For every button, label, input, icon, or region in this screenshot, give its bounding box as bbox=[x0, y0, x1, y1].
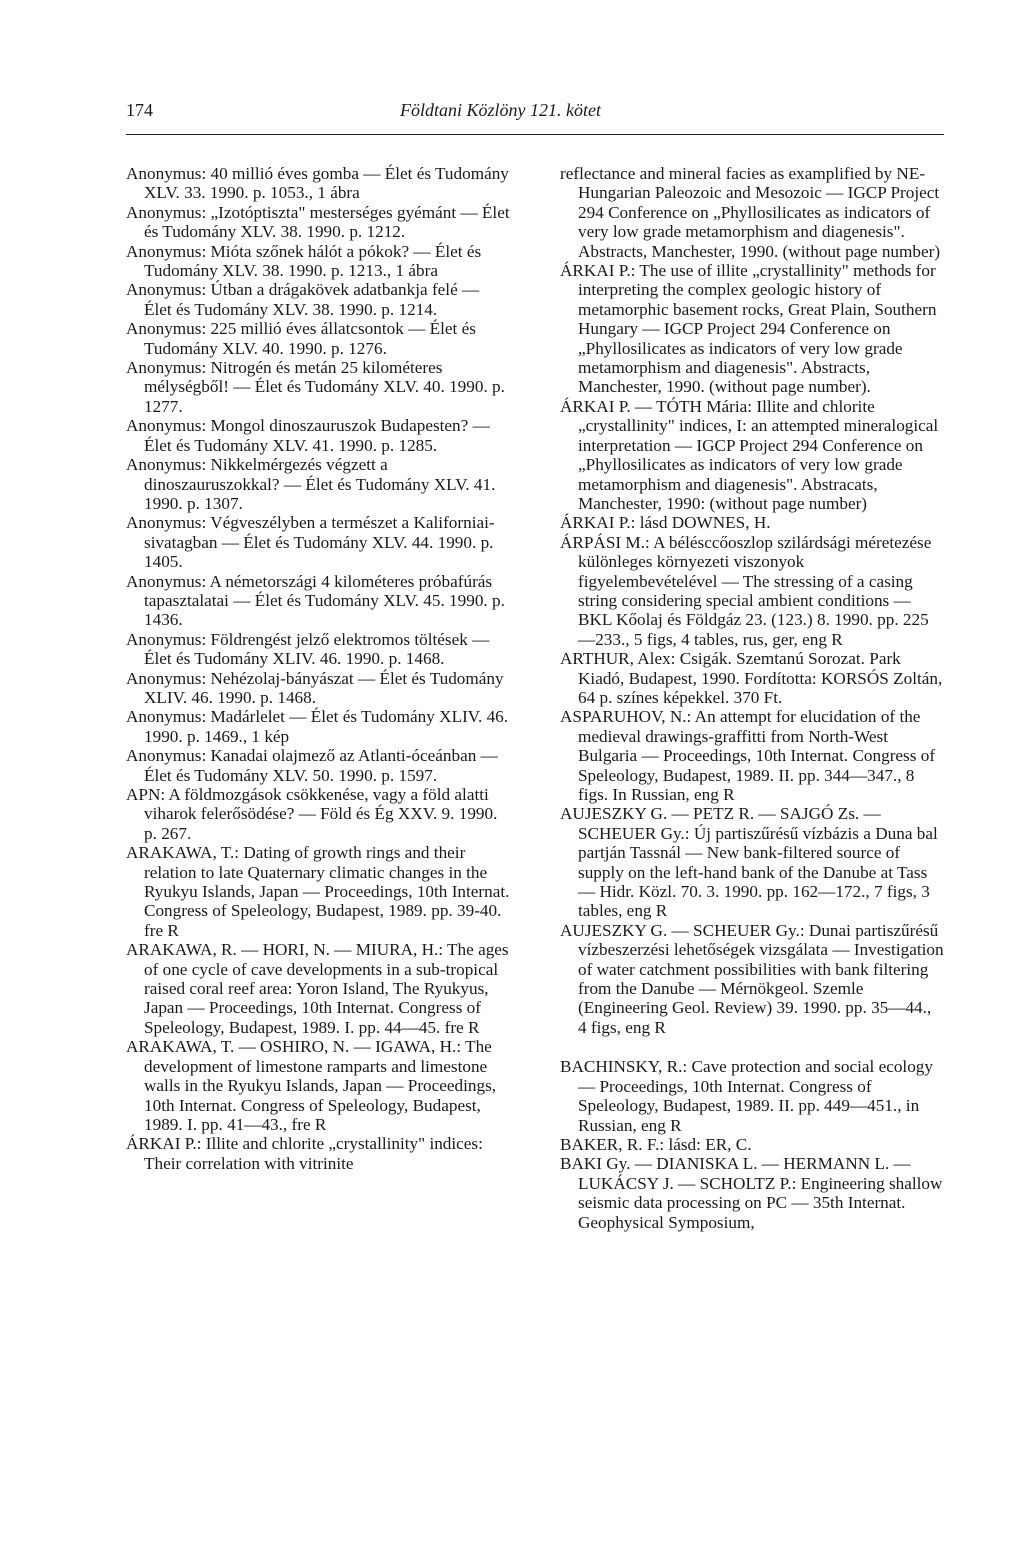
bibliography-entry: Anonymus: Nitrogén és metán 25 kilométeres mélységből! — Élet és Tudomány XLV. 40. 1990. p. 1277. bbox=[126, 358, 505, 416]
journal-title: Földtani Közlöny 121. kötet bbox=[400, 100, 601, 120]
bibliography-entry: ÁRPÁSI M.: A bélésccőoszlop szilárdsági méretezése különleges környezeti viszonyok figyelembevételével — The stressing of a casing string considering special ambient conditions — BKL Kőolaj és Földgáz 23. (123.) 8. 1990. pp. 225—233., 5 figs, 4 tables, rus, ger, eng R bbox=[560, 532, 932, 649]
bibliography-entry: Anonymus: Mióta szőnek hálót a pókok? — Élet és Tudomány XLV. 38. 1990. p. 1213., 1 ábra bbox=[126, 241, 482, 281]
bibliography-entry: Anonymus: Nehézolaj-bányászat — Élet és Tudomány XLIV. 46. 1990. p. 1468. bbox=[126, 668, 504, 707]
bibliography-entry: BACHINSKY, R.: Cave protection and social ecology — Proceedings, 10th Internat. Congress of Speleology, Budapest, 1989. II. pp. 449—451., in Russian, eng R bbox=[560, 1057, 933, 1135]
bibliography-entry: Anonymus: A németországi 4 kilométeres próbafúrás tapasztalatai — Élet és Tudomány XLV. 45. 1990. p. 1436. bbox=[126, 571, 505, 630]
bibliography-entry: Anonymus: Végveszélyben a természet a Kaliforniai-sivatagban — Élet és Tudomány XLV. 44. 1990. p. 1405. bbox=[126, 513, 495, 572]
bibliography-entry: ÁRKAI P. — TÓTH Mária: Illite and chlorite „crystallinity" indices, I: an attempted mineralogical interpretation — IGCP Project 294 Conference on „Phyllosilicates as indicators of very low grade metamorphism and diagenesis". Abstracats, Manchester, 1990: (without page number) bbox=[560, 396, 939, 513]
bibliography-entry-continued: reflectance and mineral facies as examplified by NE-Hungarian Paleozoic and Mesozoic — IGCP Project 294 Conference on „Phyllosilicates as indicators of very low grade metamorphism and diagenesis". Abstracts, Manchester, 1990. (without page number) bbox=[560, 164, 941, 261]
left-column bbox=[126, 164, 510, 1173]
bibliography-entry: ÁRKAI P.: The use of illite „crystallinity" methods for interpreting the complex geologic history of metamorphic basement rocks, Great Plain, Southern Hungary — IGCP Project 294 Conference on „Phyllosilicates as indicators of very low grade metamorphism and diagenesis". Abstracts, Manchester, 1990. (without page number). bbox=[560, 261, 937, 397]
bibliography-entry: Anonymus: Kanadai olajmező az Atlanti-óceánban — Élet és Tudomány XLV. 50. 1990. p. 1597. bbox=[126, 746, 498, 785]
bibliography-entry: Anonymus: Nikkelmérgezés végzett a dinoszauruszokkal? — Élet és Tudomány XLV. 41. 1990. p. 1307. bbox=[126, 455, 496, 513]
page-number: 174 bbox=[126, 100, 153, 120]
page-header bbox=[126, 100, 944, 135]
bibliography-entry: ARTHUR, Alex: Csigák. Szemtanú Sorozat. Park Kiadó, Budapest, 1990. Fordította: KORSÓS Zoltán, 64 p. színes képekkel. 370 Ft. bbox=[560, 649, 943, 707]
right-column bbox=[560, 164, 944, 1232]
bibliography-entry: Anonymus: Mongol dinoszauruszok Budapesten? — Élet és Tudomány XLV. 41. 1990. p. 1285. bbox=[126, 416, 490, 455]
bibliography-entry: APN: A földmozgások csökkenése, vagy a föld alatti viharok felerősödése? — Föld és Ég XXV. 9. 1990. p. 267. bbox=[126, 785, 498, 843]
bibliography-entry: Anonymus: 225 millió éves állatcsontok — Élet és Tudomány XLV. 40. 1990. p. 1276. bbox=[126, 319, 476, 358]
bibliography-entry: ARAKAWA, R. — HORI, N. — MIURA, H.: The ages of one cycle of cave developments in a sub-tropical raised coral reef area: Yoron Island, The Ryukyus, Japan — Proceedings, 10th Internat. Congress of Speleology, Budapest, 1989. I. pp. 44—45. fre R bbox=[126, 940, 509, 1037]
bibliography-entry: ARAKAWA, T.: Dating of growth rings and their relation to late Quaternary climatic changes in the Ryukyu Islands, Japan — Proceedings, 10th Internat. Congress of Speleology, Budapest, 1989. pp. 39-40. fre R bbox=[126, 843, 510, 940]
bibliography-entry: Anonymus: 40 millió éves gomba — Élet és Tudomány XLV. 33. 1990. p. 1053., 1 ábra bbox=[126, 164, 509, 203]
bibliography-entry: ÁRKAI P.: Illite and chlorite „crystallinity" indices: Their correlation with vitrinite bbox=[126, 1134, 483, 1173]
bibliography-entry: BAKER, R. F.: lásd: ER, C. bbox=[560, 1134, 752, 1154]
bibliography-entry: BAKI Gy. — DIANISKA L. — HERMANN L. — LUKÁCSY J. — SCHOLTZ P.: Engineering shallow seismic data processing on PC — 35th Internat. Geophysical Symposium, bbox=[560, 1154, 943, 1232]
bibliography-entry: Anonymus: Földrengést jelző elektromos töltések — Élet és Tudomány XLIV. 46. 1990. p. 1468. bbox=[126, 629, 490, 669]
bibliography-entry: Anonymus: Madárlelet — Élet és Tudomány XLIV. 46. 1990. p. 1469., 1 kép bbox=[126, 707, 509, 746]
bibliography-entry: ASPARUHOV, N.: An attempt for elucidation of the medieval drawings-graffitti from North-West Bulgaria — Proceedings, 10th Internat. Congress of Speleology, Budapest, 1989. II. pp. 344—347., 8 figs. In Russian, eng R bbox=[560, 707, 936, 804]
bibliography-entry: AUJESZKY G. — SCHEUER Gy.: Dunai partiszűrésű vízbeszerzési lehetőségek vizsgálata — Investigation of water catchment possibilities with bank filtering from the Danube — Mérnökgeol. Szemle (Engineering Geol. Review) 39. 1990. pp. 35—44., 4 figs, eng R bbox=[560, 920, 944, 1037]
bibliography-entry: AUJESZKY G. — PETZ R. — SAJGÓ Zs. — SCHEUER Gy.: Új partiszűrésű vízbázis a Duna bal partján Tassnál — New bank-filtered source of supply on the left-hand bank of the Danube at Tass — Hidr. Közl. 70. 3. 1990. pp. 162—172., 7 figs, 3 tables, eng R bbox=[560, 804, 938, 921]
bibliography-entry: ARAKAWA, T. — OSHIRO, N. — IGAWA, H.: The development of limestone ramparts and limestone walls in the Ryukyu Islands, Japan — Proceedings, 10th Internat. Congress of Speleology, Budapest, 1989. I. pp. 41—43., fre R bbox=[126, 1037, 497, 1134]
bibliography-entry: ÁRKAI P.: lásd DOWNES, H. bbox=[560, 513, 771, 533]
bibliography-entry: Anonymus: „Izotóptiszta" mesterséges gyémánt — Élet és Tudomány XLV. 38. 1990. p. 1212. bbox=[126, 202, 510, 242]
bibliography-entry: Anonymus: Útban a drágakövek adatbankja felé — Élet és Tudomány XLV. 38. 1990. p. 1214. bbox=[126, 280, 480, 319]
